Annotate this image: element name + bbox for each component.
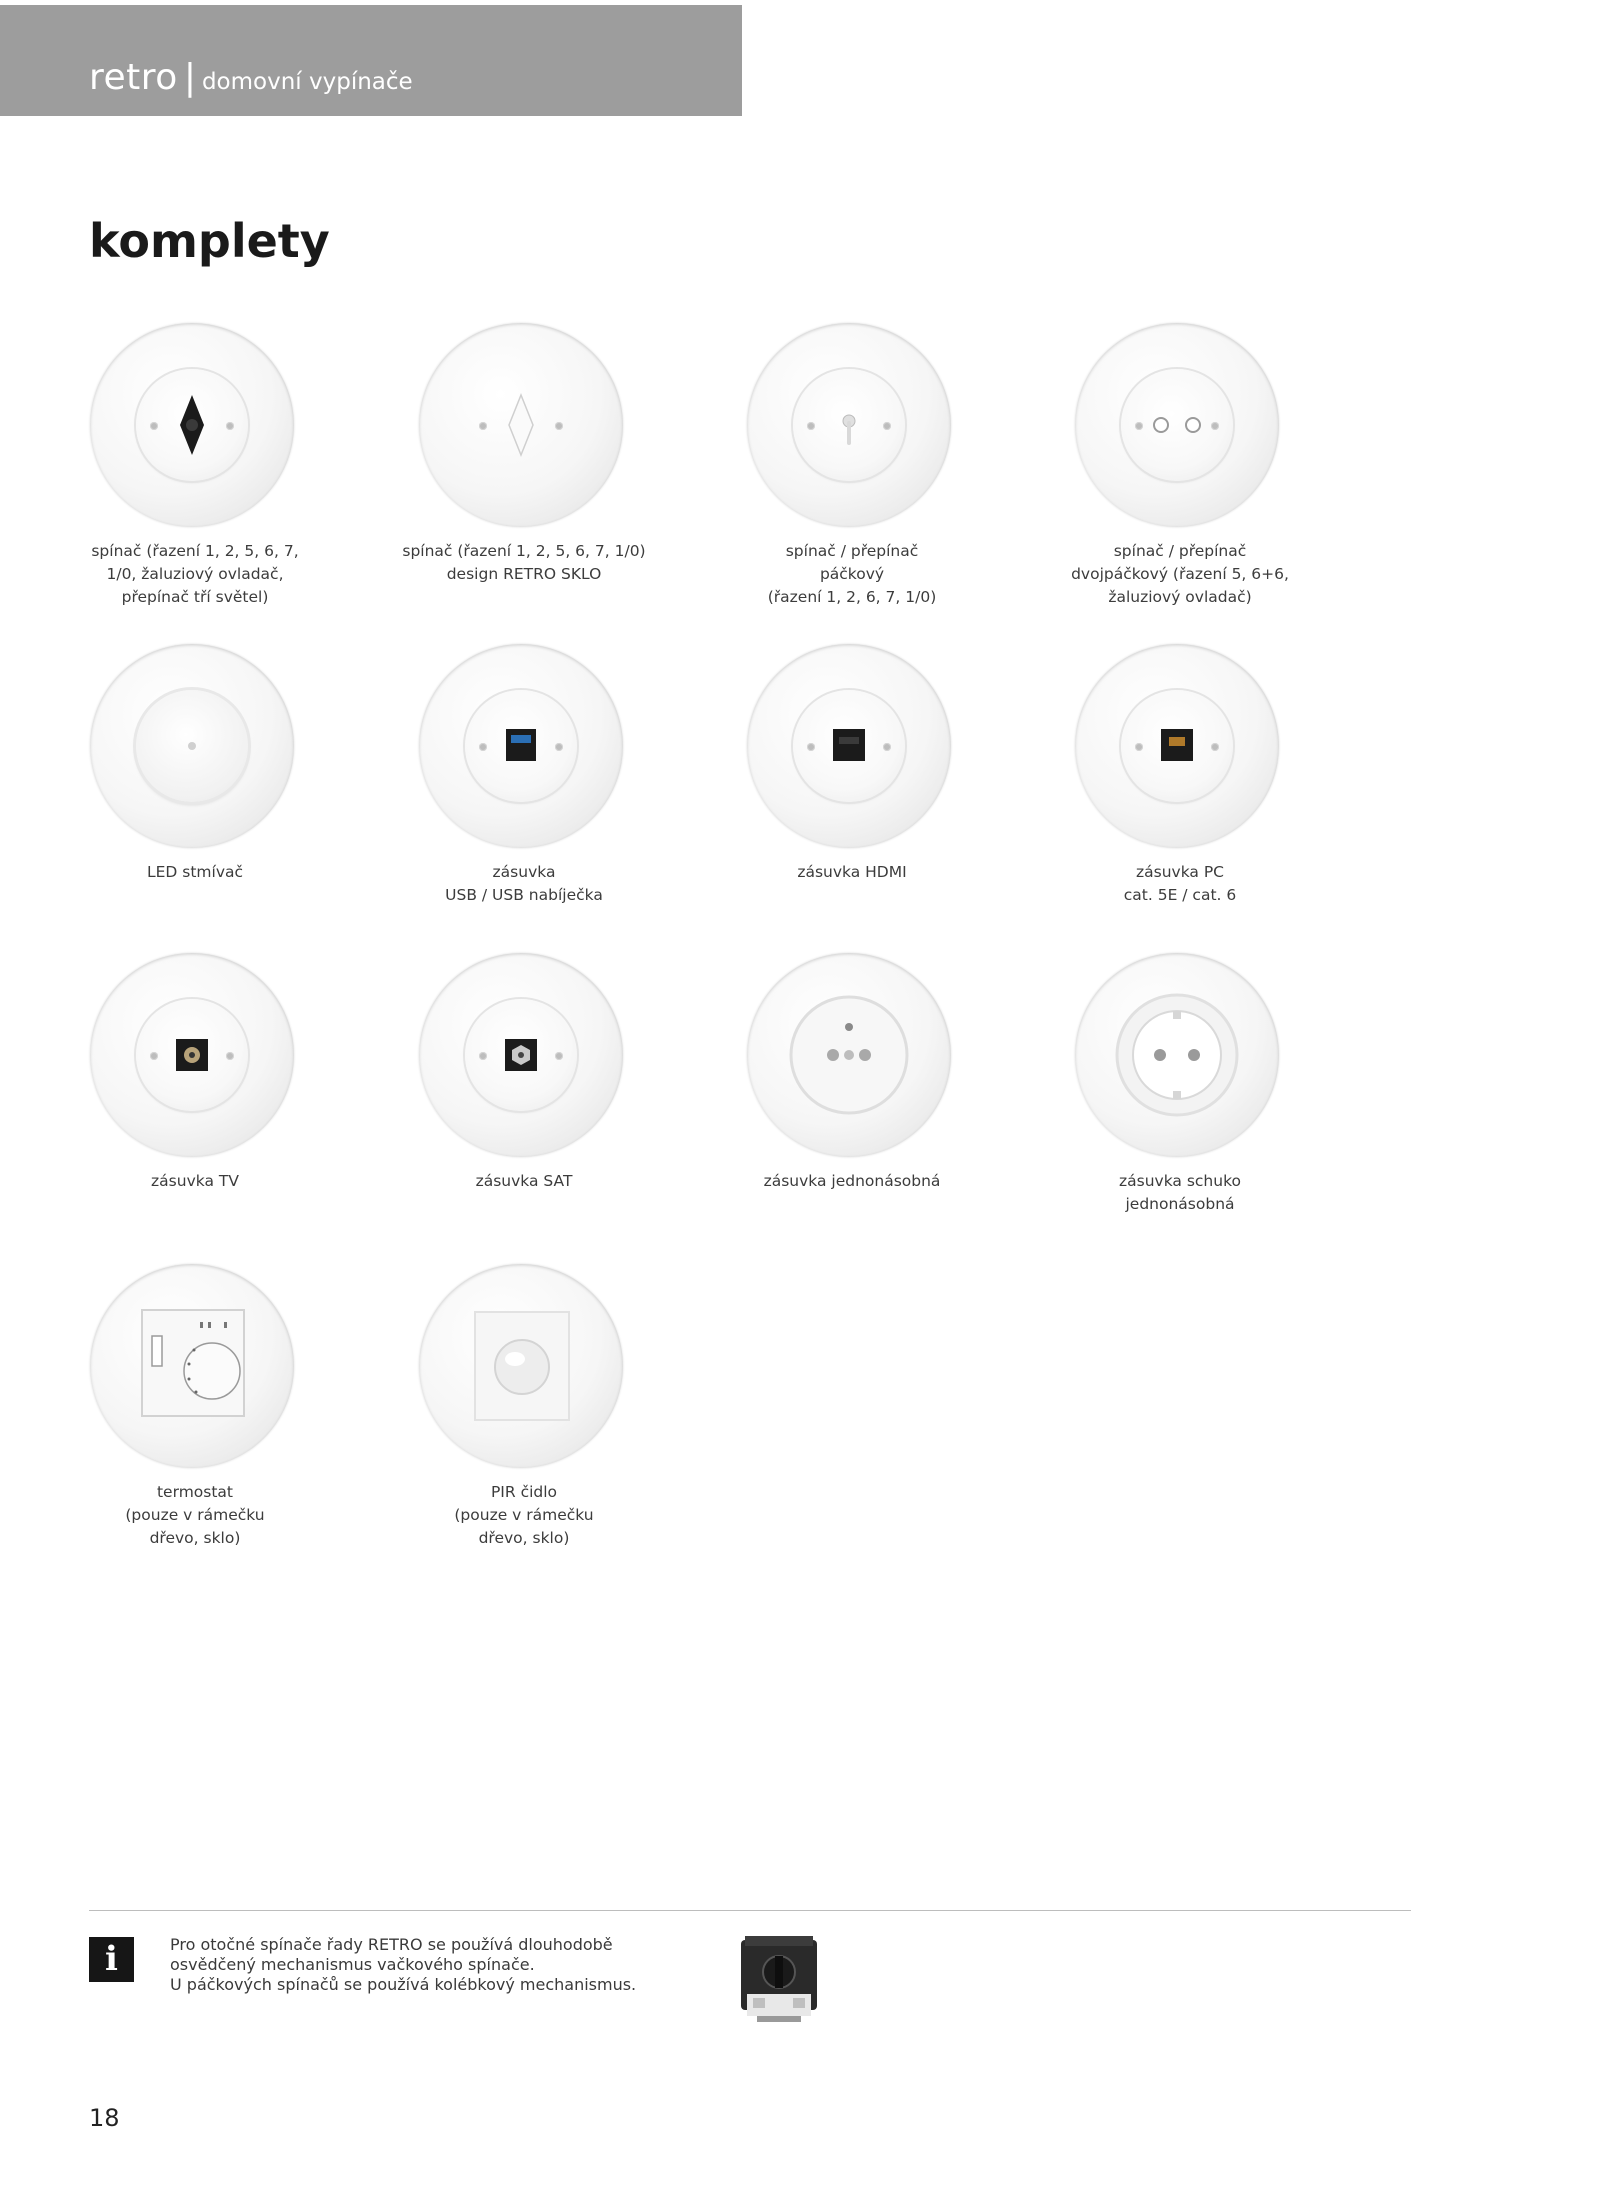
product-caption: PIR čidlo (pouze v rámečku dřevo, sklo): [454, 1483, 594, 1547]
info-divider: [89, 1910, 1411, 1911]
product-caption: spínač (řazení 1, 2, 5, 6, 7, 1/0, žaluziový ovladač, přepínač tří světel): [91, 542, 299, 606]
page-number: 18: [89, 2104, 120, 2132]
schuko-socket-icon: [1075, 953, 1279, 1157]
info-icon: i: [89, 1937, 134, 1982]
product-caption: LED stmívač: [146, 863, 244, 881]
product-caption: zásuvka USB / USB nabíječka: [445, 863, 603, 904]
product-caption: zásuvka SAT: [475, 1172, 573, 1190]
header-bar: [0, 5, 742, 116]
product-caption: spínač / přepínač dvojpáčkový (řazení 5, 6+6, žaluziový ovladač): [1071, 542, 1289, 606]
pir-sensor-icon: [419, 1264, 623, 1468]
pc-socket-icon: [1075, 644, 1279, 848]
page-title: komplety: [89, 214, 330, 268]
usb-socket-icon: [419, 644, 623, 848]
header-separator: |: [183, 57, 196, 98]
thermostat-icon: [90, 1264, 294, 1468]
header-text: [89, 57, 413, 98]
power-socket-icon: [747, 953, 951, 1157]
header-brand: retro: [89, 57, 178, 98]
product-caption: zásuvka HDMI: [797, 863, 907, 881]
product-caption: spínač / přepínač páčkový (řazení 1, 2, 6, 7, 1/0): [767, 542, 937, 606]
led-dimmer-icon: [90, 644, 294, 848]
product-caption: zásuvka jednonásobná: [763, 1172, 941, 1190]
tv-socket-icon: [90, 953, 294, 1157]
hdmi-socket-icon: [747, 644, 951, 848]
rotary-switch-black-icon: [90, 323, 294, 527]
product-caption: zásuvka schuko jednonásobná: [1119, 1172, 1241, 1213]
product-caption: zásuvka TV: [151, 1172, 239, 1190]
header-subtitle: domovní vypínače: [201, 69, 413, 95]
product-caption: spínač (řazení 1, 2, 5, 6, 7, 1/0) design RETRO SKLO: [402, 542, 646, 583]
cam-switch-mechanism-icon: [737, 1928, 822, 2026]
double-toggle-switch-icon: [1075, 323, 1279, 527]
product-caption: zásuvka PC cat. 5E / cat. 6: [1123, 863, 1237, 904]
sat-socket-icon: [419, 953, 623, 1157]
info-text: Pro otočné spínače řady RETRO se používá dlouhodobě osvědčený mechanismus vačkového spínače. U páčkových spínačů se používá kolébkový mechanismus.: [170, 1935, 637, 1994]
toggle-switch-icon: [747, 323, 951, 527]
rotary-switch-white-icon: [419, 323, 623, 527]
product-caption: termostat (pouze v rámečku dřevo, sklo): [125, 1483, 265, 1547]
